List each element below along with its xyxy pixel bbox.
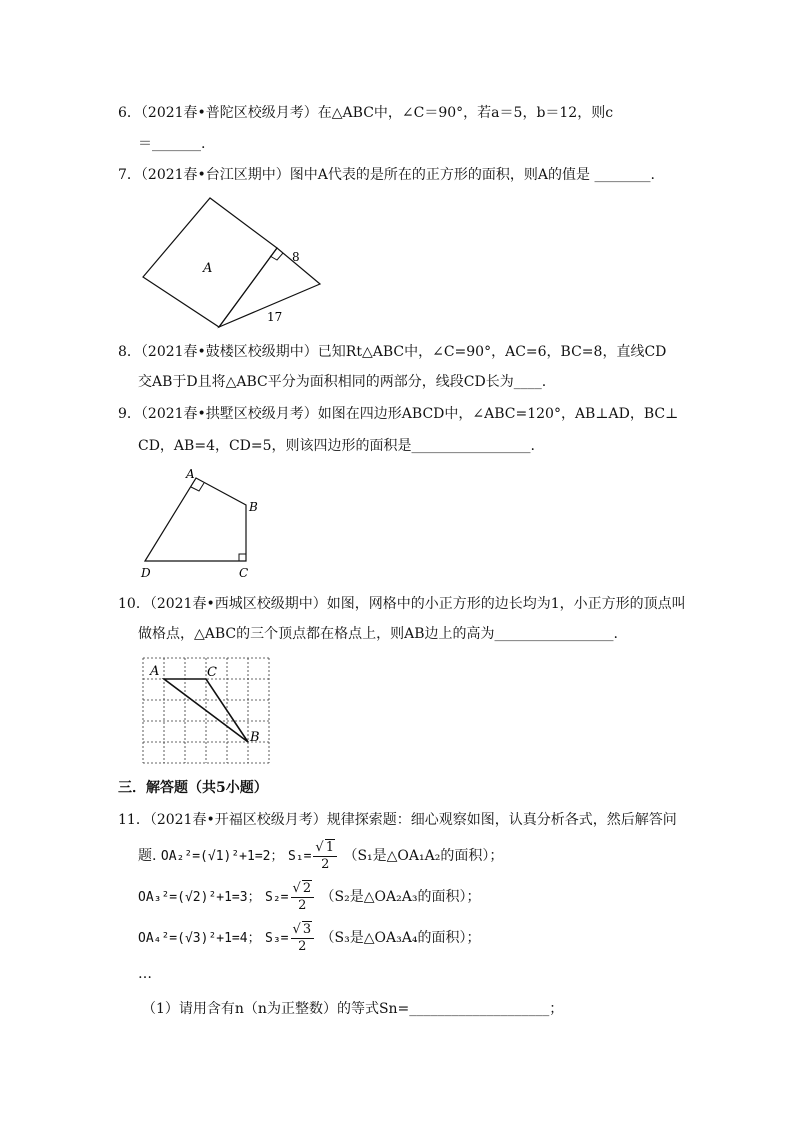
- q10-label-a: A: [150, 664, 160, 679]
- q7-figure: [130, 190, 340, 335]
- q9-line1: 9．（2021春•拱墅区校级月考）如图在四边形ABCD中，∠ABC=120°，AB⊥AD，BC⊥: [118, 406, 679, 422]
- q11-ellipsis: …: [138, 966, 152, 982]
- q7-label-17: 17: [267, 310, 283, 324]
- q10-label-c: C: [207, 665, 217, 680]
- q11-s2-note: （S₂是△OA₂A₃的面积）；: [320, 889, 481, 905]
- q11-s2-fraction: $\frac{√ 2}{2}$: [291, 880, 315, 914]
- q11-s3-lhs: S₃=: [265, 931, 289, 946]
- q9-label-c: C: [239, 566, 249, 580]
- q10-grid-figure: [140, 655, 275, 767]
- q6-line1: 6．（2021春•普陀区校级月考）在△ABC中，∠C＝90°，若a＝5，b＝12，则c: [118, 105, 614, 121]
- q7-label-a: A: [203, 261, 213, 276]
- q11-sub1: （1）请用含有n（n为正整数）的等式Sn=____________________；: [142, 1001, 564, 1017]
- q11-line2-prefix: 题.: [138, 848, 157, 864]
- q9-label-d: D: [141, 566, 151, 580]
- q10-line2: 做格点，△ABC的三个顶点都在格点上，则AB边上的高为_________________.: [138, 626, 618, 642]
- q11-eq2: OA₃²=(√2)²+1=3；: [138, 890, 261, 905]
- q7-label-8: 8: [292, 250, 300, 264]
- q11-s1-lhs: S₁=: [287, 849, 312, 864]
- q11-eq3: OA₄²=(√3)²+1=4；: [138, 931, 261, 946]
- q11-row3: [138, 920, 480, 957]
- section-heading: 三．解答题（共5小题）: [118, 780, 268, 796]
- q9-right-angle-c: [239, 554, 246, 561]
- q11-s3-note: （S₃是△OA₃A₄的面积）；: [320, 930, 481, 946]
- q10-triangle-abc: [164, 679, 248, 742]
- q6-line2: ＝_______.: [138, 136, 206, 152]
- q11-s1-fraction: $\frac{√ 1}{2}$: [313, 839, 337, 873]
- q11-s3-fraction: $\frac{√ 3}{2}$: [291, 921, 315, 955]
- q10-label-b: B: [250, 730, 260, 745]
- q11-s2-lhs: S₂=: [265, 890, 289, 905]
- q9-label-a: A: [186, 467, 195, 481]
- q11-s1-note: （S₁是△OA₁A₂的面积）；: [343, 848, 504, 864]
- q9-quadrilateral: [145, 478, 246, 561]
- q9-figure: [135, 465, 275, 585]
- q11-line1: 11．（2021春•开福区校级月考）规律探索题：细心观察如图，认真分析各式，然后解答问: [118, 812, 677, 828]
- q11-row1: [138, 838, 503, 875]
- q9-right-angle-a: [191, 483, 204, 491]
- q9-line2: CD，AB=4，CD=5，则该四边形的面积是_________________.: [138, 438, 535, 454]
- q9-label-b: B: [249, 500, 258, 514]
- q11-row2: [138, 879, 480, 916]
- q8-line2: 交AB于D且将△ABC平分为面积相同的两部分，线段CD长为____.: [138, 374, 547, 390]
- q7-line1: 7．（2021春•台江区期中）图中A代表的是所在的正方形的面积，则A的值是 ________.: [118, 167, 655, 183]
- q10-line1: 10．（2021春•西城区校级期中）如图，网格中的小正方形的边长均为1，小正方形的顶点叫: [118, 596, 686, 612]
- q11-eq1: OA₂²=(√1)²+1=2；: [160, 849, 284, 864]
- q8-line1: 8．（2021春•鼓楼区校级期中）已知Rt△ABC中，∠C=90°，AC=6，BC=8，直线CD: [118, 344, 667, 360]
